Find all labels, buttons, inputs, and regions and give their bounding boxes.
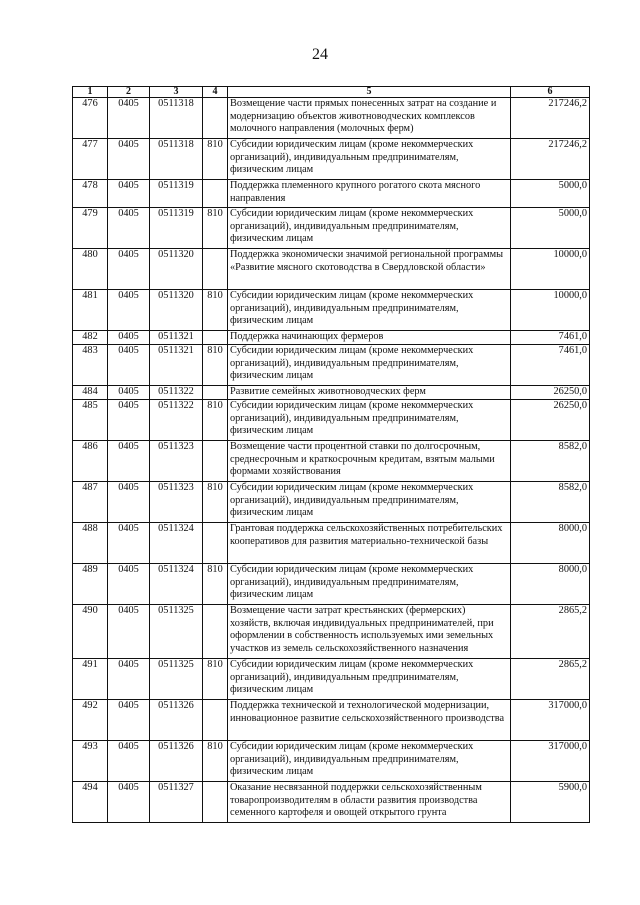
target-code-cell: 0511319 — [150, 180, 203, 208]
row-number-cell: 491 — [73, 659, 108, 700]
expense-type-cell — [203, 331, 228, 345]
table-row — [73, 208, 590, 249]
expense-type-cell — [203, 605, 228, 659]
expense-type-cell: 810 — [203, 482, 228, 523]
amount-cell: 5000,0 — [511, 180, 590, 208]
section-code-cell: 0405 — [108, 441, 150, 482]
item-name-cell: Субсидии юридическим лицам (кроме некоммерческих организаций), индивидуальным предпринимателям, физическим лицам — [228, 482, 511, 523]
amount-cell: 2865,2 — [511, 605, 590, 659]
table-row — [73, 741, 590, 782]
budget-table — [72, 86, 590, 823]
section-code-cell: 0405 — [108, 249, 150, 290]
section-code-cell: 0405 — [108, 659, 150, 700]
expense-type-cell — [203, 249, 228, 290]
table-row — [73, 249, 590, 290]
table-row — [73, 345, 590, 386]
header-cell: 6 — [511, 87, 590, 98]
row-number-cell: 480 — [73, 249, 108, 290]
item-name-cell: Оказание несвязанной поддержки сельскохозяйственным товаропроизводителям в области развития производства семенного картофеля и овощей открытого грунта — [228, 782, 511, 823]
item-name-cell: Поддержка племенного крупного рогатого скота мясного направления — [228, 180, 511, 208]
section-code-cell: 0405 — [108, 139, 150, 180]
section-code-cell: 0405 — [108, 564, 150, 605]
amount-cell: 217246,2 — [511, 98, 590, 139]
expense-type-cell: 810 — [203, 564, 228, 605]
amount-cell: 7461,0 — [511, 331, 590, 345]
table-row — [73, 331, 590, 345]
section-code-cell: 0405 — [108, 386, 150, 400]
section-code-cell: 0405 — [108, 523, 150, 564]
expense-type-cell — [203, 180, 228, 208]
target-code-cell: 0511318 — [150, 98, 203, 139]
item-name-cell: Субсидии юридическим лицам (кроме некоммерческих организаций), индивидуальным предпринимателям, физическим лицам — [228, 659, 511, 700]
section-code-cell: 0405 — [108, 180, 150, 208]
item-name-cell: Субсидии юридическим лицам (кроме некоммерческих организаций), индивидуальным предпринимателям, физическим лицам — [228, 290, 511, 331]
table-row — [73, 482, 590, 523]
target-code-cell: 0511318 — [150, 139, 203, 180]
expense-type-cell: 810 — [203, 659, 228, 700]
expense-type-cell — [203, 386, 228, 400]
expense-type-cell — [203, 98, 228, 139]
row-number-cell: 489 — [73, 564, 108, 605]
header-cell: 2 — [108, 87, 150, 98]
item-name-cell: Поддержка начинающих фермеров — [228, 331, 511, 345]
target-code-cell: 0511320 — [150, 249, 203, 290]
item-name-cell: Субсидии юридическим лицам (кроме некоммерческих организаций), индивидуальным предпринимателям, физическим лицам — [228, 345, 511, 386]
row-number-cell: 484 — [73, 386, 108, 400]
amount-cell: 2865,2 — [511, 659, 590, 700]
target-code-cell: 0511325 — [150, 659, 203, 700]
table-row — [73, 564, 590, 605]
target-code-cell: 0511321 — [150, 331, 203, 345]
item-name-cell: Субсидии юридическим лицам (кроме некоммерческих организаций), индивидуальным предпринимателям, физическим лицам — [228, 208, 511, 249]
item-name-cell: Субсидии юридическим лицам (кроме некоммерческих организаций), индивидуальным предпринимателям, физическим лицам — [228, 564, 511, 605]
item-name-cell: Грантовая поддержка сельскохозяйственных потребительских кооперативов для развития материально-технической базы — [228, 523, 511, 564]
item-name-cell: Возмещение части прямых понесенных затрат на создание и модернизацию объектов животноводческих комплексов молочного направления (молочных ферм) — [228, 98, 511, 139]
table-row — [73, 782, 590, 823]
row-number-cell: 483 — [73, 345, 108, 386]
amount-cell: 317000,0 — [511, 741, 590, 782]
section-code-cell: 0405 — [108, 331, 150, 345]
amount-cell: 8000,0 — [511, 523, 590, 564]
row-number-cell: 493 — [73, 741, 108, 782]
table-row — [73, 139, 590, 180]
expense-type-cell: 810 — [203, 208, 228, 249]
table-row — [73, 700, 590, 741]
target-code-cell: 0511324 — [150, 523, 203, 564]
section-code-cell: 0405 — [108, 98, 150, 139]
target-code-cell: 0511326 — [150, 741, 203, 782]
amount-cell: 7461,0 — [511, 345, 590, 386]
section-code-cell: 0405 — [108, 782, 150, 823]
expense-type-cell — [203, 782, 228, 823]
section-code-cell: 0405 — [108, 741, 150, 782]
target-code-cell: 0511319 — [150, 208, 203, 249]
row-number-cell: 479 — [73, 208, 108, 249]
amount-cell: 26250,0 — [511, 386, 590, 400]
expense-type-cell — [203, 523, 228, 564]
expense-type-cell: 810 — [203, 400, 228, 441]
section-code-cell: 0405 — [108, 482, 150, 523]
amount-cell: 317000,0 — [511, 700, 590, 741]
expense-type-cell: 810 — [203, 741, 228, 782]
page-number: 24 — [312, 46, 328, 63]
item-name-cell: Субсидии юридическим лицам (кроме некоммерческих организаций), индивидуальным предпринимателям, физическим лицам — [228, 741, 511, 782]
expense-type-cell: 810 — [203, 139, 228, 180]
row-number-cell: 482 — [73, 331, 108, 345]
section-code-cell: 0405 — [108, 208, 150, 249]
item-name-cell: Поддержка экономически значимой региональной программы «Развитие мясного скотоводства в Свердловской области» — [228, 249, 511, 290]
expense-type-cell: 810 — [203, 345, 228, 386]
table-row — [73, 523, 590, 564]
amount-cell: 10000,0 — [511, 290, 590, 331]
row-number-cell: 487 — [73, 482, 108, 523]
header-cell: 5 — [228, 87, 511, 98]
table-row — [73, 290, 590, 331]
target-code-cell: 0511323 — [150, 482, 203, 523]
row-number-cell: 492 — [73, 700, 108, 741]
item-name-cell: Возмещение части процентной ставки по долгосрочным, среднесрочным и краткосрочным кредитам, взятым малыми формами хозяйствования — [228, 441, 511, 482]
target-code-cell: 0511320 — [150, 290, 203, 331]
table-row — [73, 180, 590, 208]
header-row — [73, 87, 590, 98]
row-number-cell: 494 — [73, 782, 108, 823]
table-row — [73, 605, 590, 659]
expense-type-cell — [203, 700, 228, 741]
amount-cell: 8000,0 — [511, 564, 590, 605]
amount-cell: 5900,0 — [511, 782, 590, 823]
section-code-cell: 0405 — [108, 345, 150, 386]
table-row — [73, 659, 590, 700]
item-name-cell: Возмещение части затрат крестьянских (фермерских) хозяйств, включая индивидуальных предпринимателей, при оформлении в собственность используемых ими земельных участков из земель сельскохозяйственного назначения — [228, 605, 511, 659]
amount-cell: 26250,0 — [511, 400, 590, 441]
header-cell: 3 — [150, 87, 203, 98]
row-number-cell: 481 — [73, 290, 108, 331]
amount-cell: 5000,0 — [511, 208, 590, 249]
amount-cell: 8582,0 — [511, 441, 590, 482]
target-code-cell: 0511327 — [150, 782, 203, 823]
target-code-cell: 0511324 — [150, 564, 203, 605]
target-code-cell: 0511322 — [150, 400, 203, 441]
table-row — [73, 400, 590, 441]
amount-cell: 10000,0 — [511, 249, 590, 290]
header-cell: 4 — [203, 87, 228, 98]
item-name-cell: Развитие семейных животноводческих ферм — [228, 386, 511, 400]
row-number-cell: 478 — [73, 180, 108, 208]
table-row — [73, 98, 590, 139]
target-code-cell: 0511326 — [150, 700, 203, 741]
row-number-cell: 477 — [73, 139, 108, 180]
section-code-cell: 0405 — [108, 700, 150, 741]
amount-cell: 8582,0 — [511, 482, 590, 523]
target-code-cell: 0511325 — [150, 605, 203, 659]
item-name-cell: Поддержка технической и технологической модернизации, инновационное развитие сельскохозяйственного производства — [228, 700, 511, 741]
row-number-cell: 490 — [73, 605, 108, 659]
section-code-cell: 0405 — [108, 400, 150, 441]
target-code-cell: 0511321 — [150, 345, 203, 386]
item-name-cell: Субсидии юридическим лицам (кроме некоммерческих организаций), индивидуальным предпринимателям, физическим лицам — [228, 400, 511, 441]
header-cell: 1 — [73, 87, 108, 98]
row-number-cell: 486 — [73, 441, 108, 482]
target-code-cell: 0511322 — [150, 386, 203, 400]
section-code-cell: 0405 — [108, 605, 150, 659]
expense-type-cell — [203, 441, 228, 482]
expense-type-cell: 810 — [203, 290, 228, 331]
target-code-cell: 0511323 — [150, 441, 203, 482]
section-code-cell: 0405 — [108, 290, 150, 331]
item-name-cell: Субсидии юридическим лицам (кроме некоммерческих организаций), индивидуальным предпринимателям, физическим лицам — [228, 139, 511, 180]
row-number-cell: 488 — [73, 523, 108, 564]
table-row — [73, 386, 590, 400]
row-number-cell: 485 — [73, 400, 108, 441]
row-number-cell: 476 — [73, 98, 108, 139]
amount-cell: 217246,2 — [511, 139, 590, 180]
table-row — [73, 441, 590, 482]
